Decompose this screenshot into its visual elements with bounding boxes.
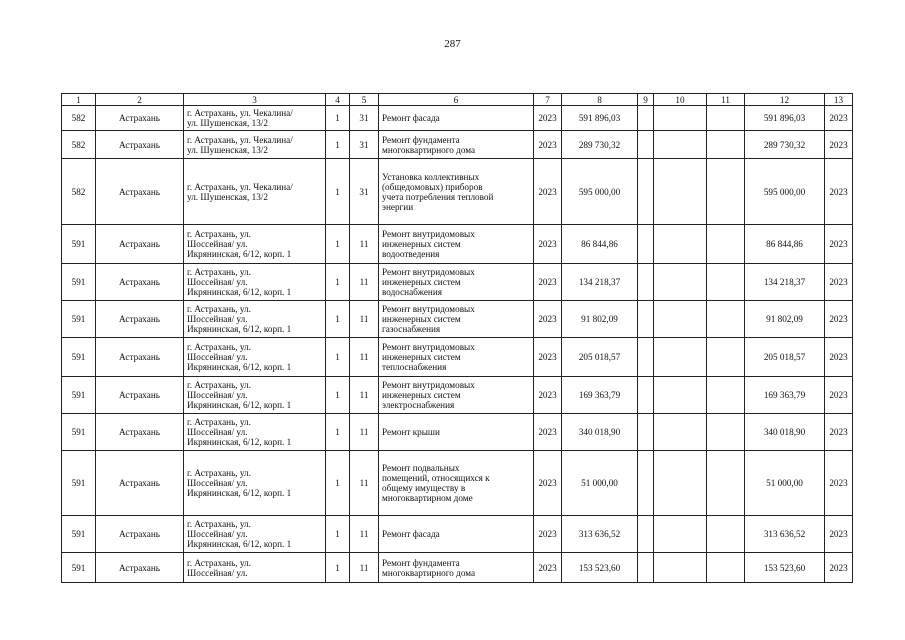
work-type-cell-line: Ремонт внутридомовых (382, 267, 475, 277)
cost-cell: 289 730,32 (562, 131, 638, 159)
col9-cell (638, 106, 654, 131)
col5-cell: 11 (350, 414, 379, 451)
address-cell-line: г. Астрахань, ул. (187, 519, 251, 529)
col9-cell (638, 516, 654, 553)
work-type-cell-line: Ремонт внутридомовых (382, 380, 475, 390)
table-row (62, 106, 853, 131)
address-cell-line: Икрянинская, 6/12, корп. 1 (187, 437, 292, 447)
col11-cell (707, 377, 745, 414)
col5-cell: 11 (350, 377, 379, 414)
col11-cell (707, 338, 745, 377)
address-cell-line: г. Астрахань, ул. (187, 557, 251, 568)
completion-year-cell: 2023 (825, 264, 853, 301)
municipality-cell: Астрахань (96, 106, 184, 131)
col10-cell (654, 159, 707, 225)
house-id-cell: 591 (62, 516, 96, 553)
municipality-cell: Астрахань (96, 301, 184, 338)
work-type-cell-line: Ремонт фундамента (382, 134, 460, 145)
col9-cell (638, 264, 654, 301)
col4-cell: 1 (326, 451, 350, 516)
address-cell-line: Шоссейная/ ул. (187, 277, 248, 287)
header-cell: 2 (96, 94, 184, 106)
col4-cell: 1 (326, 338, 350, 377)
col5-cell: 11 (350, 301, 379, 338)
work-type-cell-line: Ремонт внутридомовых (382, 304, 475, 314)
completion-year-cell: 2023 (825, 451, 853, 516)
house-id-cell: 582 (62, 106, 96, 131)
municipality-cell: Астрахань (96, 516, 184, 553)
address-cell-line: г. Астрахань, ул. (187, 380, 251, 390)
year-cell: 2023 (534, 516, 562, 553)
col9-cell (638, 338, 654, 377)
col4-cell: 1 (326, 106, 350, 131)
col4-cell: 1 (326, 301, 350, 338)
work-type-cell (379, 264, 534, 301)
address-cell-line: г. Астрахань, ул. (187, 229, 251, 239)
col4-cell: 1 (326, 131, 350, 159)
house-id-cell: 591 (62, 451, 96, 516)
completion-year-cell: 2023 (825, 414, 853, 451)
col5-cell: 11 (350, 553, 379, 583)
completion-year-cell: 2023 (825, 377, 853, 414)
header-cell: 4 (326, 94, 350, 106)
work-type-cell-line: энергии (382, 201, 414, 212)
house-id-cell: 591 (62, 338, 96, 377)
address-cell (184, 264, 326, 301)
address-cell (184, 516, 326, 553)
year-cell: 2023 (534, 451, 562, 516)
municipality-cell: Астрахань (96, 225, 184, 264)
col10-cell (654, 553, 707, 583)
address-cell-line: г. Астрахань, ул. Чекалина/ (187, 108, 293, 118)
col5-cell: 11 (350, 516, 379, 553)
table-row (62, 225, 853, 264)
total-cell: 153 523,60 (745, 553, 825, 583)
work-type-cell-line: (общедомовых) приборов (382, 181, 483, 192)
work-type-cell (379, 414, 534, 451)
address-cell-line: Икрянинская, 6/12, корп. 1 (187, 287, 292, 297)
work-type-cell-line: многоквартирного дома (382, 567, 476, 578)
work-type-cell-line: теплоснабжения (382, 362, 447, 372)
year-cell: 2023 (534, 225, 562, 264)
year-cell: 2023 (534, 301, 562, 338)
house-id-cell: 591 (62, 553, 96, 583)
cost-cell: 134 218,37 (562, 264, 638, 301)
house-id-cell: 591 (62, 225, 96, 264)
total-cell: 134 218,37 (745, 264, 825, 301)
col11-cell (707, 106, 745, 131)
work-type-cell-line: Ремонт фундамента (382, 557, 460, 568)
address-cell-line: Икрянинская, 6/12, корп. 1 (187, 249, 292, 259)
year-cell: 2023 (534, 338, 562, 377)
municipality-cell: Астрахань (96, 131, 184, 159)
col4-cell: 1 (326, 264, 350, 301)
cost-cell: 595 000,00 (562, 159, 638, 225)
house-id-cell: 582 (62, 159, 96, 225)
year-cell: 2023 (534, 106, 562, 131)
work-type-cell-line: водоснабжения (382, 287, 442, 297)
address-cell-line: г. Астрахань, ул. Чекалина/ (187, 134, 293, 145)
total-cell: 91 802,09 (745, 301, 825, 338)
col9-cell (638, 301, 654, 338)
work-type-cell-line: помещений, относящихся к (382, 473, 490, 483)
address-cell-line: г. Астрахань, ул. (187, 304, 251, 314)
total-cell: 205 018,57 (745, 338, 825, 377)
work-type-cell (379, 377, 534, 414)
col10-cell (654, 131, 707, 159)
col10-cell (654, 414, 707, 451)
completion-year-cell: 2023 (825, 159, 853, 225)
completion-year-cell: 2023 (825, 553, 853, 583)
header-cell: 7 (534, 94, 562, 106)
work-type-cell-line: Ремонт внутридомовых (382, 342, 475, 352)
table-row (62, 553, 853, 583)
work-type-cell (379, 516, 534, 553)
work-type-cell-line: водоотведения (382, 249, 440, 259)
cost-cell: 340 018,90 (562, 414, 638, 451)
work-type-cell (379, 131, 534, 159)
header-row (62, 94, 853, 106)
work-type-cell-line: инженерных систем (382, 314, 461, 324)
work-type-cell-line: Ремонт фасада (382, 113, 440, 123)
col4-cell: 1 (326, 516, 350, 553)
cost-cell: 153 523,60 (562, 553, 638, 583)
municipality-cell: Астрахань (96, 553, 184, 583)
municipality-cell: Астрахань (96, 377, 184, 414)
col10-cell (654, 301, 707, 338)
cost-cell: 51 000,00 (562, 451, 638, 516)
work-type-cell-line: Установка коллективных (382, 171, 480, 182)
table-row (62, 301, 853, 338)
header-cell: 9 (638, 94, 654, 106)
work-type-cell (379, 451, 534, 516)
table-row (62, 377, 853, 414)
header-cell: 8 (562, 94, 638, 106)
col5-cell: 11 (350, 225, 379, 264)
work-type-cell-line: электроснабжения (382, 400, 455, 410)
table-row (62, 159, 853, 225)
col4-cell: 1 (326, 159, 350, 225)
total-cell: 591 896,03 (745, 106, 825, 131)
address-cell-line: Шоссейная/ ул. (187, 390, 248, 400)
header-cell: 1 (62, 94, 96, 106)
col9-cell (638, 414, 654, 451)
house-id-cell: 582 (62, 131, 96, 159)
municipality-cell: Астрахань (96, 338, 184, 377)
header-cell: 11 (707, 94, 745, 106)
col9-cell (638, 159, 654, 225)
address-cell (184, 106, 326, 131)
total-cell: 51 000,00 (745, 451, 825, 516)
address-cell-line: Икрянинская, 6/12, корп. 1 (187, 400, 292, 410)
work-type-cell (379, 338, 534, 377)
house-id-cell: 591 (62, 377, 96, 414)
col9-cell (638, 377, 654, 414)
header-cell: 10 (654, 94, 707, 106)
address-cell-line: Шоссейная/ ул. (187, 567, 248, 578)
work-type-cell-line: многоквартирном доме (382, 493, 473, 503)
col5-cell: 31 (350, 131, 379, 159)
address-cell-line: Икрянинская, 6/12, корп. 1 (187, 362, 292, 372)
col5-cell: 11 (350, 338, 379, 377)
work-type-cell-line: инженерных систем (382, 277, 461, 287)
table-row (62, 451, 853, 516)
year-cell: 2023 (534, 414, 562, 451)
year-cell: 2023 (534, 131, 562, 159)
col11-cell (707, 131, 745, 159)
municipality-cell: Астрахань (96, 264, 184, 301)
address-cell-line: ул. Шушенская, 13/2 (187, 144, 268, 155)
completion-year-cell: 2023 (825, 106, 853, 131)
completion-year-cell: 2023 (825, 225, 853, 264)
address-cell-line: Икрянинская, 6/12, корп. 1 (187, 488, 292, 498)
cost-cell: 91 802,09 (562, 301, 638, 338)
address-cell-line: Шоссейная/ ул. (187, 314, 248, 324)
year-cell: 2023 (534, 159, 562, 225)
work-type-cell-line: Ремонт фасада (382, 529, 440, 539)
header-cell: 5 (350, 94, 379, 106)
table-row (62, 414, 853, 451)
total-cell: 86 844,86 (745, 225, 825, 264)
address-cell-line: г. Астрахань, ул. (187, 267, 251, 277)
col10-cell (654, 106, 707, 131)
address-cell (184, 225, 326, 264)
header-cell: 13 (825, 94, 853, 106)
col11-cell (707, 516, 745, 553)
col4-cell: 1 (326, 553, 350, 583)
address-cell-line: Шоссейная/ ул. (187, 427, 248, 437)
address-cell (184, 553, 326, 583)
address-cell-line: Шоссейная/ ул. (187, 529, 248, 539)
cost-cell: 205 018,57 (562, 338, 638, 377)
table-row (62, 516, 853, 553)
address-cell-line: Шоссейная/ ул. (187, 239, 248, 249)
col4-cell: 1 (326, 225, 350, 264)
address-cell-line: ул. Шушенская, 13/2 (187, 118, 268, 128)
repair-registry-table (61, 93, 853, 583)
total-cell: 340 018,90 (745, 414, 825, 451)
col9-cell (638, 131, 654, 159)
year-cell: 2023 (534, 377, 562, 414)
address-cell-line: г. Астрахань, ул. (187, 342, 251, 352)
work-type-cell-line: Ремонт подвальных (382, 463, 460, 473)
total-cell: 289 730,32 (745, 131, 825, 159)
col5-cell: 31 (350, 159, 379, 225)
cost-cell: 86 844,86 (562, 225, 638, 264)
col11-cell (707, 451, 745, 516)
col5-cell: 11 (350, 451, 379, 516)
address-cell-line: г. Астрахань, ул. (187, 417, 251, 427)
col5-cell: 31 (350, 106, 379, 131)
work-type-cell-line: учета потребления тепловой (382, 191, 494, 202)
address-cell-line: Икрянинская, 6/12, корп. 1 (187, 539, 292, 549)
work-type-cell-line: газоснабжения (382, 324, 441, 334)
col11-cell (707, 225, 745, 264)
table-row (62, 338, 853, 377)
header-cell: 12 (745, 94, 825, 106)
house-id-cell: 591 (62, 414, 96, 451)
address-cell-line: г. Астрахань, ул. Чекалина/ (187, 181, 293, 192)
col10-cell (654, 377, 707, 414)
col10-cell (654, 264, 707, 301)
col11-cell (707, 414, 745, 451)
work-type-cell-line: Ремонт крыши (382, 427, 440, 437)
address-cell-line: ул. Шушенская, 13/2 (187, 191, 268, 202)
col5-cell: 11 (350, 264, 379, 301)
address-cell-line: Шоссейная/ ул. (187, 478, 248, 488)
address-cell-line: Икрянинская, 6/12, корп. 1 (187, 324, 292, 334)
municipality-cell: Астрахань (96, 451, 184, 516)
cost-cell: 313 636,52 (562, 516, 638, 553)
address-cell (184, 414, 326, 451)
year-cell: 2023 (534, 264, 562, 301)
work-type-cell-line: инженерных систем (382, 239, 461, 249)
work-type-cell-line: инженерных систем (382, 390, 461, 400)
col10-cell (654, 338, 707, 377)
work-type-cell (379, 225, 534, 264)
col4-cell: 1 (326, 377, 350, 414)
col11-cell (707, 301, 745, 338)
total-cell: 169 363,79 (745, 377, 825, 414)
col10-cell (654, 451, 707, 516)
table-row (62, 131, 853, 159)
work-type-cell (379, 301, 534, 338)
col9-cell (638, 225, 654, 264)
work-type-cell-line: Ремонт внутридомовых (382, 229, 475, 239)
col11-cell (707, 264, 745, 301)
house-id-cell: 591 (62, 301, 96, 338)
col11-cell (707, 159, 745, 225)
address-cell (184, 377, 326, 414)
table-row (62, 264, 853, 301)
completion-year-cell: 2023 (825, 338, 853, 377)
work-type-cell (379, 553, 534, 583)
year-cell: 2023 (534, 553, 562, 583)
col9-cell (638, 451, 654, 516)
col11-cell (707, 553, 745, 583)
work-type-cell-line: инженерных систем (382, 352, 461, 362)
municipality-cell: Астрахань (96, 159, 184, 225)
cost-cell: 591 896,03 (562, 106, 638, 131)
work-type-cell-line: многоквартирного дома (382, 144, 476, 155)
header-cell: 6 (379, 94, 534, 106)
house-id-cell: 591 (62, 264, 96, 301)
address-cell (184, 301, 326, 338)
col9-cell (638, 553, 654, 583)
address-cell (184, 338, 326, 377)
address-cell (184, 159, 326, 225)
completion-year-cell: 2023 (825, 131, 853, 159)
work-type-cell-line: общему имуществу в (382, 483, 466, 493)
col10-cell (654, 516, 707, 553)
completion-year-cell: 2023 (825, 516, 853, 553)
municipality-cell: Астрахань (96, 414, 184, 451)
completion-year-cell: 2023 (825, 301, 853, 338)
page-number: 287 (444, 38, 461, 50)
work-type-cell (379, 159, 534, 225)
address-cell (184, 451, 326, 516)
address-cell (184, 131, 326, 159)
cost-cell: 169 363,79 (562, 377, 638, 414)
col10-cell (654, 225, 707, 264)
address-cell-line: Шоссейная/ ул. (187, 352, 248, 362)
total-cell: 595 000,00 (745, 159, 825, 225)
header-cell: 3 (184, 94, 326, 106)
col4-cell: 1 (326, 414, 350, 451)
total-cell: 313 636,52 (745, 516, 825, 553)
work-type-cell (379, 106, 534, 131)
address-cell-line: г. Астрахань, ул. (187, 468, 251, 478)
